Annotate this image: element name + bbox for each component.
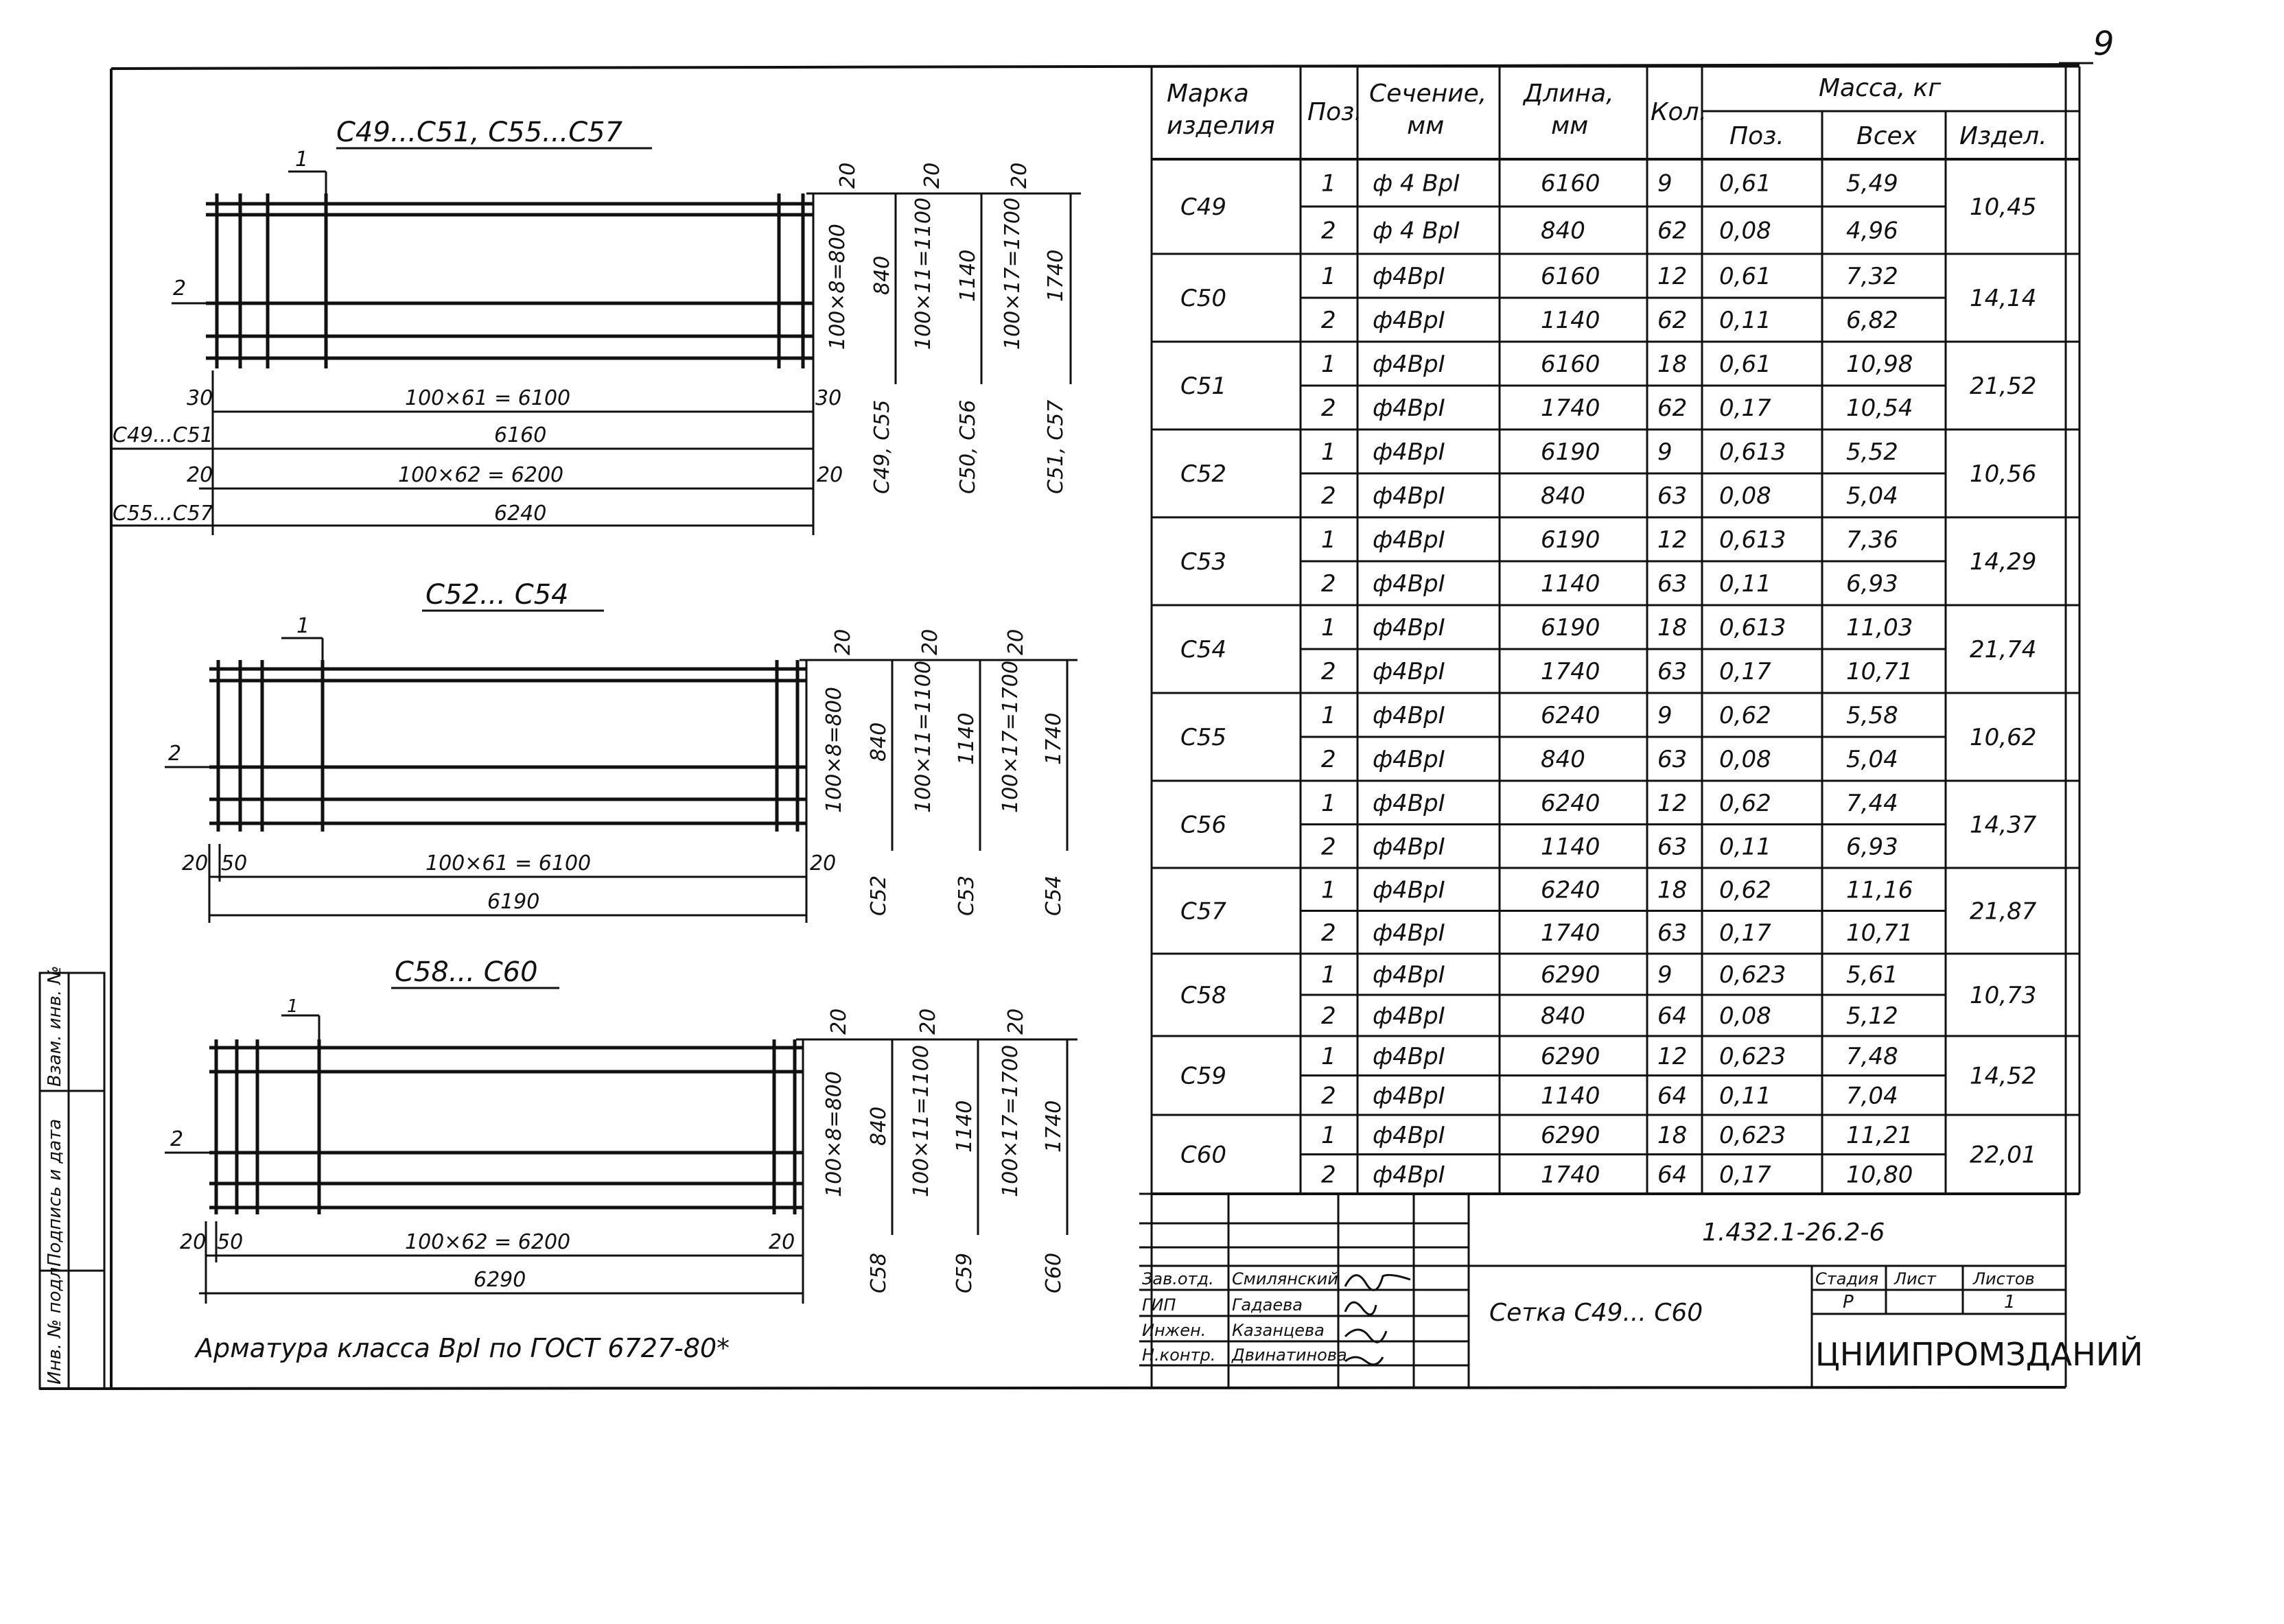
mass-item-cell: 14,52 <box>1970 1062 2037 1090</box>
mass-item-cell: 10,62 <box>1970 724 2037 751</box>
mass-all-cell: 4,96 <box>1846 217 1898 245</box>
name-norm-control: Двинатинова <box>1232 1345 1347 1365</box>
mass-pos-cell: 0,11 <box>1719 1082 1771 1110</box>
mass-item-cell: 14,29 <box>1970 548 2037 576</box>
mass-all-cell: 10,80 <box>1846 1161 1913 1189</box>
th-section-1: Сечение, <box>1369 80 1487 108</box>
drawing-1-vert-1100: 100×11=1100 <box>911 197 935 350</box>
mass-pos-cell: 0,17 <box>1719 919 1771 947</box>
drawing-1-dim-30-right: 30 <box>815 386 842 410</box>
qty-cell: 63 <box>1657 658 1688 685</box>
drawing-3-vert-1140: 1140 <box>953 1100 977 1153</box>
pos-cell: 2 <box>1321 482 1336 510</box>
pos-cell: 1 <box>1321 526 1336 554</box>
name-gip: Гадаева <box>1232 1295 1303 1315</box>
section-cell: ф4ВрI <box>1373 702 1445 729</box>
drawing-3-vert-1700: 100×17=1700 <box>999 1044 1023 1197</box>
drawing-1-label-c51-c57: С51, С57 <box>1044 399 1068 494</box>
drawing-1-top-20-c: 20 <box>1007 162 1032 189</box>
mass-pos-cell: 0,11 <box>1719 833 1771 861</box>
mass-item-cell: 21,87 <box>1970 897 2037 926</box>
mark-cell: С52 <box>1180 460 1227 488</box>
length-cell: 6290 <box>1541 1042 1600 1070</box>
drawing-1-vert-840: 840 <box>870 255 894 295</box>
drawing-1-vert-800: 100×8=800 <box>826 224 850 350</box>
drawing-1-dim-20-left: 20 <box>187 463 213 487</box>
mass-all-cell: 5,49 <box>1846 169 1898 198</box>
mass-all-cell: 7,48 <box>1846 1042 1898 1070</box>
mark-cell: С58 <box>1180 982 1227 1009</box>
pos-cell: 1 <box>1321 1042 1336 1070</box>
mark-cell: С57 <box>1180 897 1227 926</box>
qty-cell: 62 <box>1657 395 1688 422</box>
drawing-2-vert-800: 100×8=800 <box>822 687 846 813</box>
section-cell: ф4ВрI <box>1373 789 1445 817</box>
mark-cell: С49 <box>1180 193 1227 221</box>
section-cell: ф4ВрI <box>1373 658 1445 685</box>
qty-cell: 12 <box>1657 526 1688 554</box>
drawing-1-label-b: С55...С57 <box>113 502 213 526</box>
mass-pos-cell: 0,62 <box>1719 702 1771 729</box>
drawing-2-vert-1140: 1140 <box>955 712 979 765</box>
pos-cell: 2 <box>1321 570 1336 598</box>
mass-all-cell: 5,04 <box>1846 746 1898 773</box>
section-cell: ф4ВрI <box>1373 746 1445 773</box>
mass-pos-cell: 0,61 <box>1719 169 1771 198</box>
drawing-3-pos1: 1 <box>287 996 299 1017</box>
mass-pos-cell: 0,61 <box>1719 351 1771 378</box>
drawing-3-top-20-b: 20 <box>916 1008 940 1035</box>
mark-cell: С60 <box>1180 1141 1227 1169</box>
section-cell: ф4ВрI <box>1373 307 1445 334</box>
drawing-1-top-20-b: 20 <box>920 162 944 189</box>
drawing-3-top-20-c: 20 <box>1004 1008 1028 1035</box>
drawing-2-top-20-a: 20 <box>831 628 855 655</box>
section-cell: ф4ВрI <box>1373 1002 1445 1030</box>
mass-all-cell: 11,03 <box>1846 614 1913 642</box>
drawing-1-pos2: 2 <box>173 276 187 301</box>
drawing-3-dim-50: 50 <box>217 1230 244 1254</box>
length-cell: 6240 <box>1541 702 1600 729</box>
th-mass: Масса, кг <box>1819 74 1942 102</box>
pos-cell: 1 <box>1321 789 1336 817</box>
doc-title: Сетка С49... С60 <box>1489 1299 1703 1327</box>
drawing-1-vert-1140: 1140 <box>956 249 980 302</box>
drawing-2-vert-1700: 100×17=1700 <box>999 660 1023 813</box>
drawing-1-dim-20-right: 20 <box>817 463 843 487</box>
pos-cell: 1 <box>1321 438 1336 466</box>
section-cell: ф4ВрI <box>1373 351 1445 378</box>
drawing-2-dim-50: 50 <box>221 851 248 875</box>
length-cell: 6190 <box>1541 438 1600 466</box>
section-cell: ф4ВрI <box>1373 876 1445 904</box>
pos-cell: 1 <box>1321 263 1336 290</box>
mass-pos-cell: 0,08 <box>1719 1002 1771 1030</box>
mass-all-cell: 6,93 <box>1846 570 1898 598</box>
pos-cell: 1 <box>1321 169 1336 198</box>
length-cell: 1740 <box>1541 919 1600 947</box>
mark-cell: С53 <box>1180 548 1227 576</box>
section-cell: ф4ВрI <box>1373 482 1445 510</box>
qty-cell: 12 <box>1657 789 1688 817</box>
section-cell: ф4ВрI <box>1373 919 1445 947</box>
mass-pos-cell: 0,613 <box>1719 438 1786 466</box>
role-gip: ГИП <box>1142 1295 1176 1315</box>
length-cell: 1740 <box>1541 1161 1600 1189</box>
th-mass-pos: Поз. <box>1729 122 1784 150</box>
drawing-1-dim-30-left: 30 <box>187 386 213 410</box>
section-cell: ф4ВрI <box>1373 570 1445 598</box>
mass-pos-cell: 0,08 <box>1719 217 1771 245</box>
drawing-3-vert-1100: 100×11=1100 <box>909 1044 933 1197</box>
th-mark-2: изделия <box>1167 112 1275 140</box>
pos-cell: 1 <box>1321 1121 1336 1149</box>
pos-cell: 2 <box>1321 1002 1336 1030</box>
stage-value: Р <box>1843 1292 1854 1313</box>
qty-cell: 12 <box>1657 263 1688 290</box>
drawing-1-top-20-a: 20 <box>836 162 860 189</box>
qty-cell: 64 <box>1657 1161 1688 1189</box>
qty-cell: 62 <box>1657 217 1688 245</box>
length-cell: 6290 <box>1541 961 1600 989</box>
qty-cell: 63 <box>1657 482 1688 510</box>
mass-all-cell: 10,54 <box>1846 395 1913 422</box>
mass-pos-cell: 0,613 <box>1719 526 1786 554</box>
drawing-1-title: С49...С51, С55...С57 <box>336 117 623 148</box>
drawing-2-total: 6190 <box>487 890 540 914</box>
sheet-number: 9 <box>2093 25 2114 63</box>
drawing-1-label-c49-c55: С49, С55 <box>870 399 894 494</box>
drawing-2-dim-20: 20 <box>182 851 209 875</box>
mark-cell: С50 <box>1180 285 1227 312</box>
mass-all-cell: 5,52 <box>1846 438 1898 466</box>
length-cell: 6160 <box>1541 263 1600 290</box>
pos-cell: 2 <box>1321 746 1336 773</box>
pos-cell: 1 <box>1321 961 1336 989</box>
mass-all-cell: 5,61 <box>1846 961 1898 989</box>
drawing-3-bottom: 100×62 = 6200 <box>405 1230 571 1254</box>
drawing-2-top-20-c: 20 <box>1004 628 1028 655</box>
mass-all-cell: 7,36 <box>1846 526 1898 554</box>
role-engineer: Инжен. <box>1142 1321 1207 1340</box>
th-length-1: Длина, <box>1524 80 1614 108</box>
th-mass-all: Всех <box>1856 122 1917 150</box>
length-cell: 1140 <box>1541 1082 1600 1110</box>
length-cell: 1740 <box>1541 658 1600 685</box>
mesh-drawing-2 <box>165 579 1077 923</box>
pos-cell: 2 <box>1321 833 1336 861</box>
drawing-1-bottom-1: 100×61 = 6100 <box>405 386 571 410</box>
drawing-3-vert-1740: 1740 <box>1042 1100 1066 1153</box>
stage-header: Стадия <box>1815 1269 1879 1288</box>
title-block <box>1139 1194 2143 1387</box>
mass-all-cell: 5,58 <box>1846 702 1898 729</box>
pos-cell: 2 <box>1321 658 1336 685</box>
pos-cell: 2 <box>1321 395 1336 422</box>
mass-all-cell: 11,16 <box>1846 876 1913 904</box>
drawing-2-vert-1100: 100×11=1100 <box>911 660 935 813</box>
length-cell: 1740 <box>1541 395 1600 422</box>
length-cell: 6160 <box>1541 169 1600 198</box>
qty-cell: 62 <box>1657 307 1688 334</box>
drawing-3-dim-20: 20 <box>180 1230 207 1254</box>
mark-cell: С55 <box>1180 724 1227 751</box>
section-cell: ф 4 ВрI <box>1373 217 1460 245</box>
drawing-1-pos1: 1 <box>295 148 309 172</box>
mass-item-cell: 22,01 <box>1970 1141 2037 1169</box>
pos-cell: 2 <box>1321 919 1336 947</box>
section-cell: ф4ВрI <box>1373 833 1445 861</box>
qty-cell: 63 <box>1657 746 1688 773</box>
th-pos: Поз. <box>1307 98 1362 126</box>
drawing-3-label-c58: С58 <box>867 1252 891 1293</box>
drawing-1-bottom-2: 100×62 = 6200 <box>398 463 564 487</box>
signature-2 <box>1345 1302 1376 1315</box>
mass-all-cell: 6,82 <box>1846 307 1898 334</box>
mass-all-cell: 11,21 <box>1846 1121 1913 1149</box>
drawing-3-label-c60: С60 <box>1042 1252 1066 1293</box>
mass-item-cell: 10,73 <box>1970 982 2037 1009</box>
qty-cell: 18 <box>1657 876 1688 904</box>
drawing-2-top-20-b: 20 <box>918 628 942 655</box>
name-engineer: Казанцева <box>1232 1321 1325 1340</box>
mass-pos-cell: 0,623 <box>1719 1042 1786 1070</box>
mass-all-cell: 7,04 <box>1846 1082 1898 1110</box>
drawing-3-total: 6290 <box>474 1268 526 1292</box>
name-head: Смилянский <box>1232 1269 1338 1288</box>
section-cell: ф4ВрI <box>1373 263 1445 290</box>
drawing-3-label-c59: С59 <box>953 1252 977 1293</box>
drawing-1-length-a: 6160 <box>494 423 547 447</box>
drawing-3-top-20-a: 20 <box>827 1008 851 1035</box>
organization: ЦНИИПРОМЗДАНИЙ <box>1815 1336 2143 1373</box>
pos-cell: 1 <box>1321 702 1336 729</box>
role-head: Зав.отд. <box>1142 1269 1214 1288</box>
mass-pos-cell: 0,613 <box>1719 614 1786 642</box>
qty-cell: 63 <box>1657 919 1688 947</box>
mass-pos-cell: 0,17 <box>1719 1161 1771 1189</box>
drawing-2-pos2: 2 <box>168 742 182 766</box>
signature-1 <box>1345 1275 1410 1290</box>
mass-item-cell: 10,45 <box>1970 193 2037 221</box>
stamp-sign-label: Подпись и дата <box>45 1118 65 1267</box>
mass-all-cell: 10,98 <box>1846 351 1913 378</box>
length-cell: 840 <box>1541 746 1585 773</box>
drawing-1-label-a: С49...С51 <box>113 423 213 447</box>
mass-pos-cell: 0,17 <box>1719 658 1771 685</box>
drawing-2-dim-20-right: 20 <box>810 851 837 875</box>
pos-cell: 2 <box>1321 1082 1336 1110</box>
drawing-3-vert-840: 840 <box>867 1106 891 1146</box>
mass-pos-cell: 0,08 <box>1719 746 1771 773</box>
section-cell: ф4ВрI <box>1373 1121 1445 1149</box>
section-cell: ф4ВрI <box>1373 614 1445 642</box>
drawing-3-pos2: 2 <box>170 1127 184 1151</box>
mark-cell: С59 <box>1180 1062 1227 1090</box>
section-cell: ф4ВрI <box>1373 1042 1445 1070</box>
length-cell: 6290 <box>1541 1121 1600 1149</box>
qty-cell: 18 <box>1657 614 1688 642</box>
length-cell: 1140 <box>1541 307 1600 334</box>
length-cell: 1140 <box>1541 570 1600 598</box>
qty-cell: 64 <box>1657 1082 1688 1110</box>
signature-4 <box>1345 1357 1383 1365</box>
th-mark-1: Марка <box>1167 80 1249 108</box>
length-cell: 840 <box>1541 482 1585 510</box>
pos-cell: 2 <box>1321 307 1336 334</box>
mass-all-cell: 5,12 <box>1846 1002 1898 1030</box>
length-cell: 6190 <box>1541 526 1600 554</box>
pos-cell: 1 <box>1321 351 1336 378</box>
length-cell: 840 <box>1541 217 1585 245</box>
sheets-value: 1 <box>2004 1292 2016 1313</box>
drawing-1-vert-1700: 100×17=1700 <box>1001 197 1025 350</box>
mass-all-cell: 5,04 <box>1846 482 1898 510</box>
drawing-2-vert-840: 840 <box>867 722 891 762</box>
qty-cell: 9 <box>1657 961 1673 989</box>
drawing-3-title: С58... С60 <box>395 956 538 988</box>
qty-cell: 9 <box>1657 169 1673 198</box>
mass-all-cell: 10,71 <box>1846 919 1913 947</box>
length-cell: 6240 <box>1541 789 1600 817</box>
length-cell: 6160 <box>1541 351 1600 378</box>
th-length-2: мм <box>1551 112 1589 140</box>
length-cell: 6190 <box>1541 614 1600 642</box>
drawing-2-label-c54: С54 <box>1042 875 1066 916</box>
section-cell: ф4ВрI <box>1373 1161 1445 1189</box>
drawing-1-vert-1740: 1740 <box>1044 249 1068 302</box>
sheets-header: Листов <box>1973 1269 2035 1288</box>
mass-item-cell: 21,52 <box>1970 373 2037 400</box>
section-cell: ф4ВрI <box>1373 438 1445 466</box>
mass-pos-cell: 0,61 <box>1719 263 1771 290</box>
drawing-1-length-b: 6240 <box>494 502 547 526</box>
mass-pos-cell: 0,62 <box>1719 789 1771 817</box>
mass-item-cell: 14,37 <box>1970 811 2037 839</box>
mass-all-cell: 7,32 <box>1846 263 1898 290</box>
stamp-inv-label: Инв. № подл. <box>45 1261 65 1385</box>
mass-all-cell: 6,93 <box>1846 833 1898 861</box>
doc-code: 1.432.1-26.2-6 <box>1702 1219 1885 1247</box>
stamp-replace-label: Взам. инв. № <box>45 965 65 1087</box>
mass-item-cell: 21,74 <box>1970 636 2037 663</box>
section-cell: ф4ВрI <box>1373 526 1445 554</box>
th-mass-item: Издел. <box>1959 122 2047 150</box>
mesh-drawing-3 <box>165 956 1077 1304</box>
mass-item-cell: 14,14 <box>1970 285 2037 312</box>
mark-cell: С51 <box>1180 373 1227 400</box>
drawing-3-dim-20-right: 20 <box>769 1230 795 1254</box>
drawing-2-bottom: 100×61 = 6100 <box>426 851 592 875</box>
role-norm-control: Н.контр. <box>1142 1345 1216 1365</box>
section-cell: ф 4 ВрI <box>1373 169 1460 198</box>
length-cell: 1140 <box>1541 833 1600 861</box>
drawing-2-label-c53: С53 <box>955 875 979 916</box>
mark-cell: С56 <box>1180 811 1227 839</box>
qty-cell: 12 <box>1657 1042 1688 1070</box>
drawing-2-pos1: 1 <box>296 614 310 638</box>
mass-pos-cell: 0,17 <box>1719 395 1771 422</box>
pos-cell: 2 <box>1321 1161 1336 1189</box>
pos-cell: 1 <box>1321 876 1336 904</box>
drawing-2-label-c52: С52 <box>867 875 891 916</box>
mass-pos-cell: 0,08 <box>1719 482 1771 510</box>
length-cell: 840 <box>1541 1002 1585 1030</box>
section-cell: ф4ВрI <box>1373 961 1445 989</box>
spec-table <box>1152 67 2079 1194</box>
drawing-2-vert-1740: 1740 <box>1042 712 1066 765</box>
qty-cell: 18 <box>1657 351 1688 378</box>
reinforcement-note: Арматура класса ВрI по ГОСТ 6727-80* <box>196 1333 730 1363</box>
sheet-header: Лист <box>1894 1269 1936 1288</box>
drawing-1-label-c50-c56: С50, С56 <box>956 399 980 494</box>
mass-pos-cell: 0,623 <box>1719 961 1786 989</box>
section-cell: ф4ВрI <box>1373 395 1445 422</box>
mass-pos-cell: 0,11 <box>1719 307 1771 334</box>
qty-cell: 63 <box>1657 833 1688 861</box>
th-qty: Кол. <box>1651 98 1708 126</box>
mass-all-cell: 10,71 <box>1846 658 1913 685</box>
drawing-3-vert-800: 100×8=800 <box>822 1071 846 1197</box>
mark-cell: С54 <box>1180 636 1227 663</box>
qty-cell: 18 <box>1657 1121 1688 1149</box>
mass-item-cell: 10,56 <box>1970 460 2037 488</box>
pos-cell: 2 <box>1321 217 1336 245</box>
mass-pos-cell: 0,11 <box>1719 570 1771 598</box>
length-cell: 6240 <box>1541 876 1600 904</box>
mesh-drawing-1 <box>111 117 1081 535</box>
mass-pos-cell: 0,623 <box>1719 1121 1786 1149</box>
pos-cell: 1 <box>1321 614 1336 642</box>
drawing-2-title: С52... С54 <box>426 579 569 611</box>
mass-pos-cell: 0,62 <box>1719 876 1771 904</box>
qty-cell: 63 <box>1657 570 1688 598</box>
section-cell: ф4ВрI <box>1373 1082 1445 1110</box>
th-section-2: мм <box>1407 112 1445 140</box>
qty-cell: 9 <box>1657 702 1673 729</box>
mass-all-cell: 7,44 <box>1846 789 1898 817</box>
qty-cell: 64 <box>1657 1002 1688 1030</box>
qty-cell: 9 <box>1657 438 1673 466</box>
